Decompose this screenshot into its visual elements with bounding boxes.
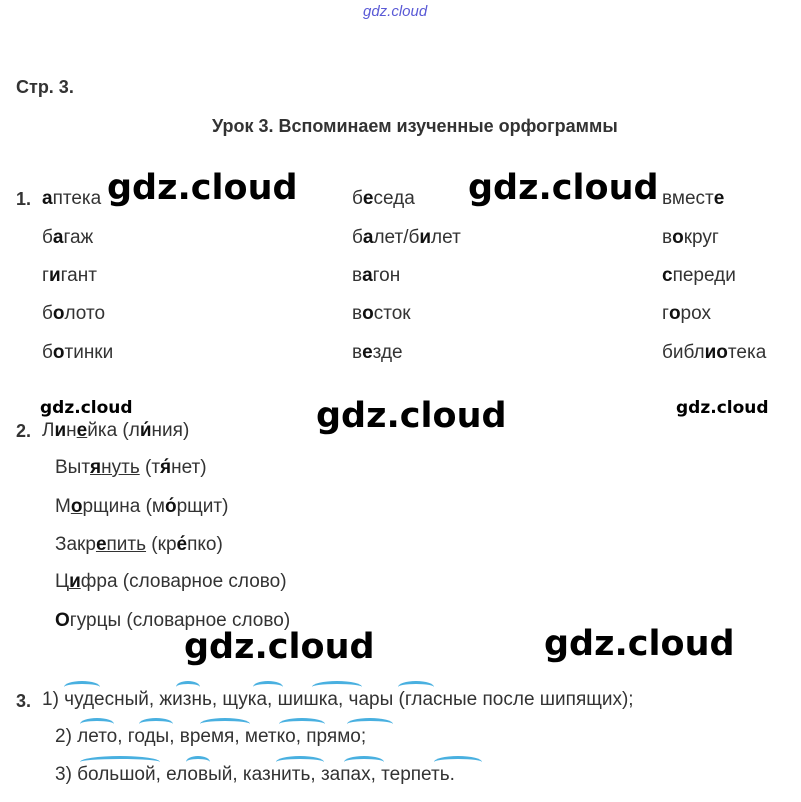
word: болото xyxy=(42,303,106,324)
task3-line: 3) большой, еловый, казнить, запах, терпеть. xyxy=(55,764,455,785)
word: гигант xyxy=(42,265,97,286)
task3-number: 3. xyxy=(16,691,32,711)
task1-number: 1. xyxy=(16,189,32,209)
task2-line: Цифра (словарное слово) xyxy=(55,571,287,592)
watermark: gdz.cloud xyxy=(107,168,298,208)
page-ref: Стр. 3. xyxy=(16,77,74,97)
task2-number: 2. xyxy=(16,421,32,441)
word: вокруг xyxy=(662,227,719,248)
word: багаж xyxy=(42,227,94,248)
watermark: gdz.cloud xyxy=(676,398,769,418)
site-mark: gdz.cloud xyxy=(363,3,428,20)
word: везде xyxy=(352,342,403,363)
watermark: gdz.cloud xyxy=(544,624,735,664)
watermark: gdz.cloud xyxy=(40,398,133,418)
word: аптека xyxy=(42,188,102,209)
task2-line: Закрепить (кре́пко) xyxy=(55,534,223,555)
lesson-title: Урок 3. Вспоминаем изученные орфограммы xyxy=(212,116,618,136)
word: вместе xyxy=(662,188,725,209)
watermark: gdz.cloud xyxy=(316,396,507,436)
task3-line: 2) лето, годы, время, метко, прямо; xyxy=(55,726,367,747)
task2-line: Морщина (мо́рщит) xyxy=(55,496,229,517)
task2-line: Линейка (ли́ния) xyxy=(42,420,190,441)
task3-line: 1) чудесный, жизнь, щука, шишка, чары (гласные после шипящих); xyxy=(42,689,634,710)
word: ботинки xyxy=(42,342,114,363)
word: восток xyxy=(352,303,411,324)
task2-line: Вытянуть (тя́нет) xyxy=(55,457,207,478)
word: спереди xyxy=(662,265,736,286)
word: беседа xyxy=(352,188,415,209)
watermark: gdz.cloud xyxy=(184,627,375,667)
task2-line: Огурцы (словарное слово) xyxy=(55,610,291,631)
word: балет/билет xyxy=(352,227,461,248)
word: вагон xyxy=(352,265,401,286)
watermark: gdz.cloud xyxy=(468,168,659,208)
word: библиотека xyxy=(662,342,767,363)
word: горох xyxy=(662,303,711,324)
